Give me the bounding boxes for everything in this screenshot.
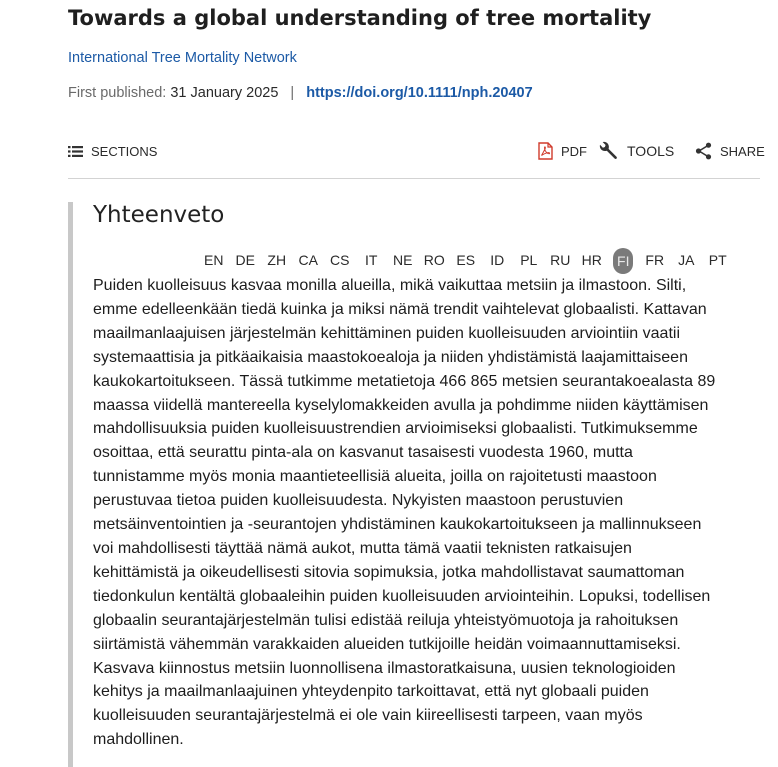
share-label: SHARE [720, 143, 765, 159]
article-toolbar [68, 136, 765, 179]
language-tab-de[interactable] [230, 248, 262, 272]
language-tab-ro[interactable] [419, 248, 451, 272]
pdf-icon [538, 142, 553, 160]
abstract-line: siirtämistä vähemmän varakkaiden alueiden tutkijoille heidän voimaannuttamiseksi. [93, 635, 681, 653]
share-icon [695, 142, 712, 160]
pdf-label: PDF [561, 143, 587, 159]
doi-link[interactable]: https://doi.org/10.1111/nph.20407 [306, 85, 533, 101]
abstract-line: kehittämistä ja oikeudellisesti sitovia sopimuksia, jotka mahdollistavat saumattoman [93, 563, 685, 581]
author-link[interactable]: International Tree Mortality Network [68, 50, 297, 66]
language-tab-ja[interactable] [671, 248, 703, 272]
language-tab-id[interactable] [482, 248, 514, 272]
abstract-line: kaukokartoitukseen. Tässä tutkimme metatietoja 466 865 metsien seurantakoealasta 89 [93, 372, 716, 390]
list-icon [68, 145, 83, 158]
abstract-line: Puiden kuolleisuus kasvaa monilla alueilla, mikä vaikuttaa metsiin ja ilmastoon. Silti, [93, 277, 687, 294]
tools-button[interactable] [599, 136, 674, 166]
language-tab-label: EN [204, 252, 224, 268]
language-tab-label: HR [581, 252, 602, 268]
language-tab-zh[interactable] [261, 248, 293, 272]
language-tab-fi[interactable] [608, 248, 640, 272]
sections-label: SECTIONS [91, 143, 158, 159]
abstract-line: globaalin seurantajärjestelmän tulisi edistää reiluja yhteistyömuotoja ja rahoituksen [93, 611, 679, 629]
language-tab-label: ZH [267, 252, 287, 268]
abstract-line: emme edelleenkään tiedä kuinka ja miksi nämä trendit vaihtelevat globaalisti. Kattavan [93, 300, 707, 318]
abstract-line: kuolleisuuden seurantajärjestelmä ei ole vain kiireellisesti tarpeen, vaan myös [93, 707, 643, 725]
language-tab-pl[interactable] [513, 248, 545, 272]
language-tab-label: FI [613, 248, 633, 274]
language-tab-pt[interactable] [702, 248, 734, 272]
language-tab-es[interactable] [450, 248, 482, 272]
abstract-line: metsäinventointien ja -seurantojen yhdistäminen kaukokartoitukseen ja mallinnukseen [93, 516, 702, 534]
language-tab-ca[interactable] [293, 248, 325, 272]
abstract-line: kehitys ja maailmanlaajuinen yhteydenpito tarkoittavat, että nyt globaali puiden [93, 683, 649, 701]
tools-label: TOOLS [627, 143, 675, 159]
language-tab-label: CS [330, 252, 350, 268]
language-tab-ne[interactable] [387, 248, 419, 272]
language-tab-ru[interactable] [545, 248, 577, 272]
abstract-line: voi mahdollisesti täyttää nämä aukot, mutta tämä vaatii teknisten ratkaisujen [93, 539, 632, 557]
language-tab-hr[interactable] [576, 248, 608, 272]
language-tab-label: ES [456, 252, 476, 268]
article-title: Towards a global understanding of tree mortality [68, 6, 652, 30]
language-tab-label: RO [423, 252, 445, 268]
first-published-date: 31 January 2025 [170, 85, 279, 101]
abstract-text [93, 274, 760, 752]
separator: | [290, 85, 295, 101]
abstract-section [68, 202, 765, 767]
abstract-line: perustuvaa tietoa puiden kuolleisuudesta. Nykyisten maastoon perustuvien [93, 492, 624, 510]
language-tab-label: RU [550, 252, 571, 268]
language-tab-label: DE [235, 252, 255, 268]
abstract-line: maassa viidellä mantereella kyselylomakkeiden avulla ja pohdimme niiden käyttämisen [93, 396, 709, 414]
abstract-line: maailmanlaajuisen järjestelmän kehittäminen puiden kuolleisuuden arviointiin vaatii [93, 324, 680, 342]
language-tab-label: NE [393, 252, 413, 268]
language-tab-cs[interactable] [324, 248, 356, 272]
first-published-label: First published: [68, 85, 167, 101]
publication-info [68, 85, 533, 101]
language-tab-label: ID [490, 252, 505, 268]
wrench-icon [599, 141, 619, 161]
abstract-line: tunnistamme myös monia maantieteellisiä alueita, joilla on rajoitetusti maastoon [93, 468, 657, 486]
language-selector [198, 248, 734, 272]
language-tab-label: CA [298, 252, 318, 268]
language-tab-fr[interactable] [639, 248, 671, 272]
abstract-line: tiedonkulun kentältä globaaleihin puiden kuolleisuuden arviointeihin. Lopuksi, todellisen [93, 587, 711, 605]
abstract-line: mahdollisuuksia puiden kuolleisuustrendien arvioimiseksi globaalisti. Tutkimuksemme [93, 420, 698, 438]
abstract-line: Kasvava kiinnostus metsiin luonnollisena ilmastoratkaisuna, uusien teknologioiden [93, 659, 676, 677]
language-tab-label: IT [365, 252, 378, 268]
language-tab-it[interactable] [356, 248, 388, 272]
abstract-heading: Yhteenveto [93, 202, 225, 228]
language-tab-en[interactable] [198, 248, 230, 272]
share-button[interactable] [695, 136, 765, 166]
language-tab-label: JA [678, 252, 695, 268]
language-tab-label: PT [708, 252, 727, 268]
abstract-line: osoittaa, että seurattu pinta-ala on kasvanut tasaisesti vuodesta 1960, mutta [93, 444, 633, 462]
pdf-button[interactable] [538, 136, 587, 166]
language-tab-label: PL [520, 252, 538, 268]
language-tab-label: FR [645, 252, 665, 268]
abstract-line: systemaattisia ja pitkäaikaisia maastokoealoja ja niiden yhdistämistä laajamittaiseen [93, 348, 688, 366]
abstract-line: mahdollinen. [93, 731, 184, 749]
sections-button[interactable] [68, 136, 157, 166]
